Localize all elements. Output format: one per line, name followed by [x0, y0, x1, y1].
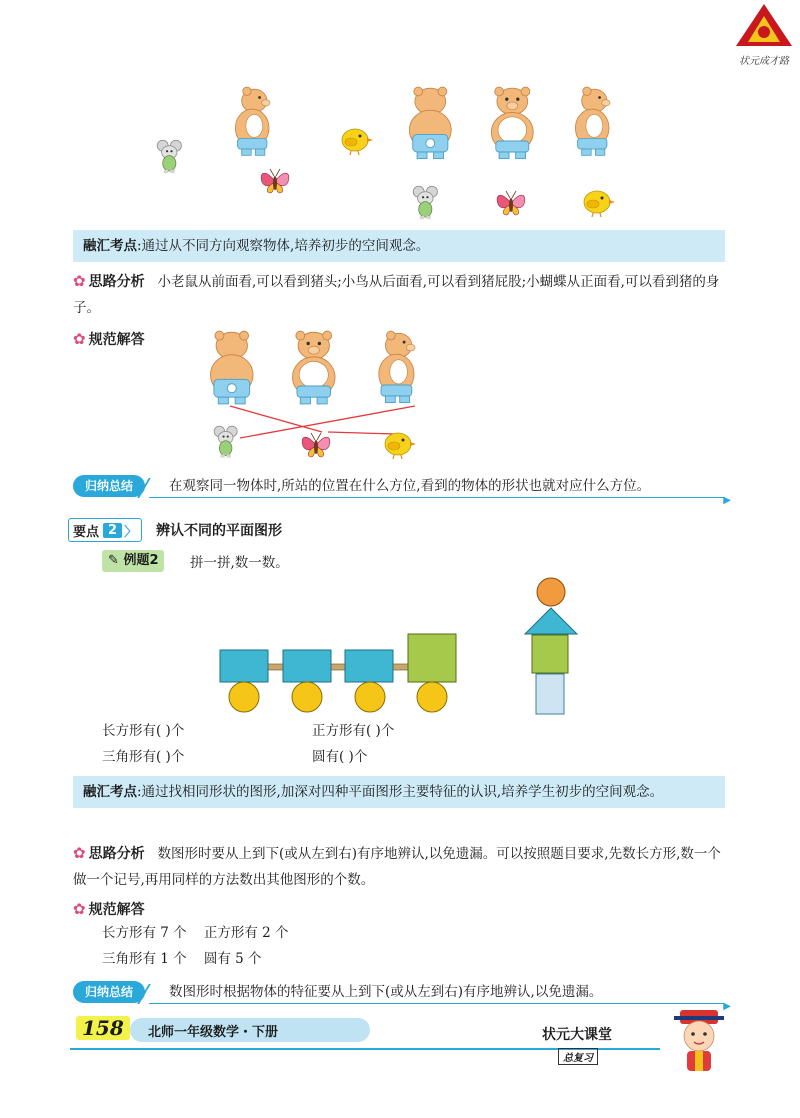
logo-triangle-icon — [732, 2, 796, 48]
train-car-1 — [220, 650, 268, 682]
butterfly-answer — [302, 433, 330, 457]
series-name: 状元大课堂 — [542, 1027, 612, 1043]
q1-analysis-label: 思路分析 — [88, 274, 145, 290]
q2-band-label: 融汇考点 — [83, 784, 137, 800]
mouse-figure — [157, 140, 181, 173]
flower-icon: ✿ — [73, 844, 86, 862]
flower-icon: ✿ — [73, 272, 86, 290]
butterfly-figure-2 — [497, 191, 525, 215]
q2-concept-band — [73, 776, 725, 808]
bear-front-answer — [292, 331, 335, 404]
q1-band-label: 融汇考点 — [83, 238, 137, 254]
figure-roof — [525, 608, 577, 634]
page-number: 158 — [76, 1016, 130, 1040]
blank-circle: 圆有( )个 — [312, 749, 368, 765]
point-badge — [68, 518, 142, 542]
blank-row-2 — [102, 744, 762, 770]
book-title: 北师一年级数学・下册 — [148, 1025, 279, 1040]
flower-icon: ✿ — [73, 330, 86, 348]
flower-icon: ✿ — [73, 900, 86, 918]
q2-answer-label: 规范解答 — [88, 902, 145, 918]
blank-row-1 — [102, 718, 762, 744]
point-badge-label: 要点 — [73, 524, 100, 540]
bear-back-answer — [210, 331, 253, 404]
example-tag — [102, 550, 164, 572]
mouse-figure-2 — [413, 186, 437, 219]
bear-side-answer — [379, 331, 415, 403]
blank-triangle: 三角形有( )个 — [102, 749, 185, 765]
chevron-right-icon: 〉 — [124, 524, 138, 540]
train-engine — [408, 634, 456, 682]
shapes-figure — [215, 576, 595, 716]
mouse-answer — [214, 426, 237, 458]
q2-analysis — [73, 840, 733, 893]
q2-answer — [73, 896, 733, 923]
blank-square: 正方形有( )个 — [312, 723, 395, 739]
bird-answer — [385, 433, 416, 459]
summary-1-text: 在观察同一物体时,所站的位置在什么方位,看到的物体的形状也就对应什么方位。 — [169, 478, 651, 494]
q1-figures — [155, 86, 625, 226]
wheel-2 — [292, 682, 322, 712]
q2-analysis-label: 思路分析 — [88, 846, 145, 862]
bear-back-figure — [409, 87, 451, 159]
summary-2-text: 数图形时根据物体的特征要从上到下(或从左到右)有序地辨认,以免遗漏。 — [169, 984, 603, 1000]
summary-2-tag: 归纳总结 — [73, 981, 145, 1003]
wheel-3 — [355, 682, 385, 712]
logo-text: 状元成才路 — [739, 56, 789, 67]
arrow-right-icon: ▶ — [723, 495, 731, 506]
wheel-4 — [417, 682, 447, 712]
footer — [70, 1014, 730, 1070]
summary-1 — [73, 472, 731, 506]
q2-band-text: :通过找相同形状的图形,加深对四种平面图形主要特征的认识,培养学生初步的空间观念。 — [137, 784, 664, 800]
example-tag-label: 例题2 — [123, 553, 159, 568]
match-line-2 — [230, 406, 322, 432]
arrow-right-icon: ▶ — [723, 1001, 731, 1012]
q1-answer-label: 规范解答 — [88, 332, 145, 348]
summary-2 — [73, 978, 731, 1012]
train-car-2 — [283, 650, 331, 682]
bear-side-figure — [235, 87, 270, 155]
point-2-header — [68, 516, 468, 544]
q2-analysis-text: 数图形时要从上到下(或从左到右)有序地辨认,以免遗漏。可以按照题目要求,先数长方形,数一个做一个记号,再用同样的方法数出其他图形的个数。 — [73, 846, 721, 888]
bear-front-figure — [491, 87, 533, 159]
q1-answer-figures — [200, 328, 440, 463]
figure-body — [532, 635, 568, 673]
q1-band-text: :通过从不同方向观察物体,培养初步的空间观念。 — [137, 238, 430, 254]
q2-answer-line-1: 长方形有 7 个 正方形有 2 个 — [102, 925, 289, 941]
figure-legs — [536, 674, 564, 714]
wheel-1 — [229, 682, 259, 712]
bird-figure — [342, 129, 373, 155]
mascot-icon — [668, 1008, 730, 1074]
bear-side-figure-2 — [575, 87, 610, 155]
butterfly-figure — [261, 169, 289, 193]
section-name: 总复习 — [558, 1048, 598, 1065]
example-2-row — [102, 550, 502, 576]
q1-analysis-text: 小老鼠从前面看,可以看到猪头;小鸟从后面看,可以看到猪屁股;小蝴蝶从正面看,可以看到猪的身子。 — [73, 274, 720, 316]
point-2-title: 辨认不同的平面图形 — [156, 523, 282, 539]
summary-1-tag: 归纳总结 — [73, 475, 145, 497]
example-prompt: 拼一拼,数一数。 — [190, 555, 289, 571]
point-badge-number: 2 — [103, 523, 122, 538]
brand-logo — [732, 2, 796, 67]
bird-figure-2 — [584, 191, 615, 217]
train-car-3 — [345, 650, 393, 682]
q1-concept-band — [73, 230, 725, 262]
q2-answer-line-2: 三角形有 1 个 圆有 5 个 — [102, 951, 262, 967]
pencil-icon: ✎ — [108, 553, 119, 568]
match-line-3 — [328, 432, 395, 434]
book-title-pill — [130, 1018, 370, 1042]
figure-head — [537, 578, 565, 606]
q1-analysis — [73, 268, 733, 321]
blank-rect: 长方形有( )个 — [102, 723, 185, 739]
